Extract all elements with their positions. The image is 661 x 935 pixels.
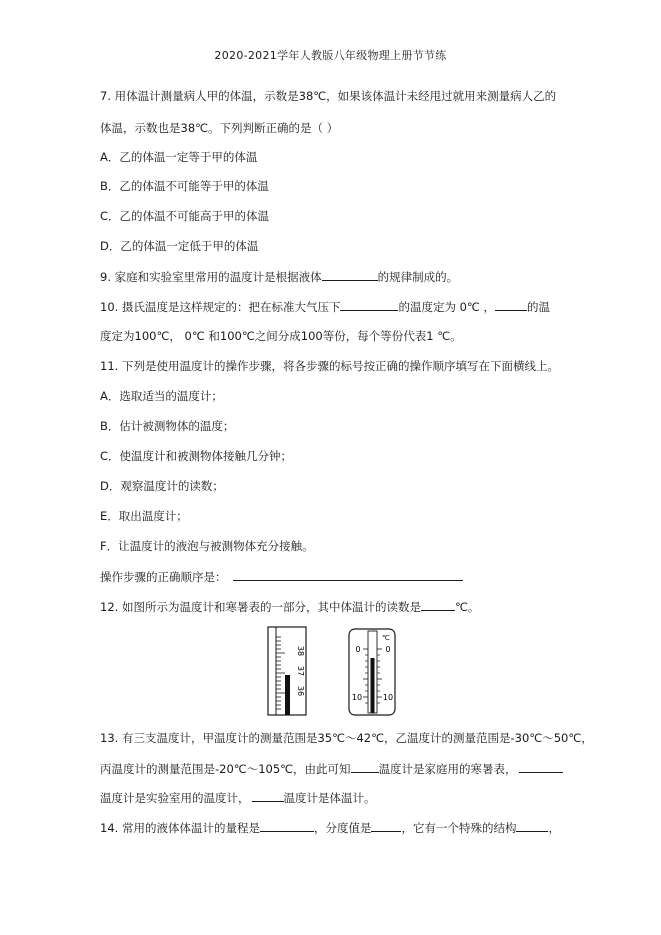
weather-thermometer: [349, 629, 395, 715]
q9-answer-blank[interactable]: [322, 268, 378, 281]
q14-text-c: ，它有一个特殊的结构: [401, 821, 517, 835]
q9-text-after: 的规律制成的。: [377, 270, 459, 284]
weather-unit-label: ℃: [382, 634, 390, 642]
clinical-mercury-column: [285, 675, 290, 715]
q10-text-a: 10. 摄氏温度是这样规定的：把在标准大气压下: [100, 300, 341, 314]
q7-stem-line1: 7. 用体温计测量病人甲的体温，示数是38℃，如果该体温计未经甩过就用来测量病人乙的: [100, 89, 557, 103]
q11-stem: 11. 下列是使用温度计的操作步骤，将各步骤的标号按正确的操作顺序填写在下面横线上。: [100, 359, 559, 373]
q14-blank-1[interactable]: [260, 819, 314, 832]
q13-blank-1[interactable]: [351, 760, 379, 773]
q13-text-2b: 温度计是家庭用的寒暑表，: [378, 762, 517, 776]
q7-option-a: A．乙的体温一定等于甲的体温: [100, 150, 258, 164]
q10-blank-2[interactable]: [495, 298, 527, 311]
q9-text-before: 9. 家庭和实验室里常用的温度计是根据液体: [100, 270, 322, 284]
q9-line: [100, 268, 458, 285]
q13-text-3b: 温度计是体温计。: [283, 791, 376, 805]
q12-line: [100, 598, 479, 615]
q13-blank-3[interactable]: [252, 789, 284, 802]
weather-label-10-right: 10: [382, 693, 394, 702]
q13-text-2a: 丙温度计的测量范围是-20℃～105℃，由此可知: [100, 762, 351, 776]
q11-option-a: A．选取适当的温度计；: [100, 389, 223, 403]
q11-option-b: B．估计被测物体的温度；: [100, 419, 235, 433]
clinical-label-37: 37: [296, 665, 305, 677]
weather-liquid-column: [371, 658, 375, 713]
q13-line1: 13. 有三支温度计，甲温度计的测量范围是35℃～42℃，乙温度计的测量范围是-30℃～50℃，: [100, 731, 593, 745]
q12-text-before: 12. 如图所示为温度计和寒暑表的一部分，其中体温计的读数是: [100, 600, 421, 614]
clinical-label-36: 36: [296, 685, 305, 697]
q10-line1: [100, 298, 550, 315]
thermometer-figure-svg: [265, 625, 400, 720]
q10-text-b: 的温度定为 0℃ ，: [398, 300, 495, 314]
q7-option-c: C．乙的体温不可能高于甲的体温: [100, 209, 270, 223]
q7-option-d: D．乙的体温一定低于甲的体温: [100, 239, 259, 253]
q12-answer-blank[interactable]: [421, 598, 455, 611]
weather-label-10-left: 10: [351, 693, 363, 702]
weather-label-0-right: 0: [385, 645, 391, 654]
q13-line2: [100, 760, 563, 777]
q11-option-e: E．取出温度计；: [100, 509, 188, 523]
q14-blank-3[interactable]: [516, 819, 548, 832]
q7-option-b: B．乙的体温不可能等于甲的体温: [100, 179, 269, 193]
q13-blank-2[interactable]: [519, 760, 563, 773]
q14-text-b: ，分度值是: [313, 821, 372, 835]
q10-line2: 度定为100℃， 0℃ 和100℃之间分成100等份，每个等份代表1 ℃。: [100, 329, 462, 343]
q14-text-a: 14. 常用的液体体温计的量程是: [100, 821, 260, 835]
q11-option-c: C．使温度计和被测物体接触几分钟；: [100, 449, 293, 463]
q11-answer-blank[interactable]: [233, 568, 463, 581]
q12-text-after: ℃。: [454, 600, 480, 614]
page-header: 2020-2021学年人教版八年级物理上册节节练: [214, 49, 447, 62]
q10-blank-1[interactable]: [340, 298, 398, 311]
q7-stem-line2: 体温，示数也是38℃。下列判断正确的是（ ）: [100, 121, 339, 135]
clinical-thermometer: [268, 627, 306, 715]
clinical-label-38: 38: [296, 645, 305, 657]
q11-answer-label: 操作步骤的正确顺序是：: [100, 570, 227, 584]
q11-option-d: D．观察温度计的读数；: [100, 479, 224, 493]
thermometer-figure: [265, 625, 400, 720]
q14-blank-2[interactable]: [371, 819, 401, 832]
q13-text-3a: 温度计是实验室用的温度计，: [100, 791, 250, 805]
q13-line3: [100, 789, 376, 806]
weather-label-0-left: 0: [355, 645, 361, 654]
q11-answer-line: [100, 568, 463, 585]
q11-option-f: F．让温度计的液泡与被测物体充分接触。: [100, 539, 314, 553]
q14-line: [100, 819, 560, 836]
q14-text-d: ，: [548, 821, 560, 835]
q10-text-c: 的温: [527, 300, 550, 314]
